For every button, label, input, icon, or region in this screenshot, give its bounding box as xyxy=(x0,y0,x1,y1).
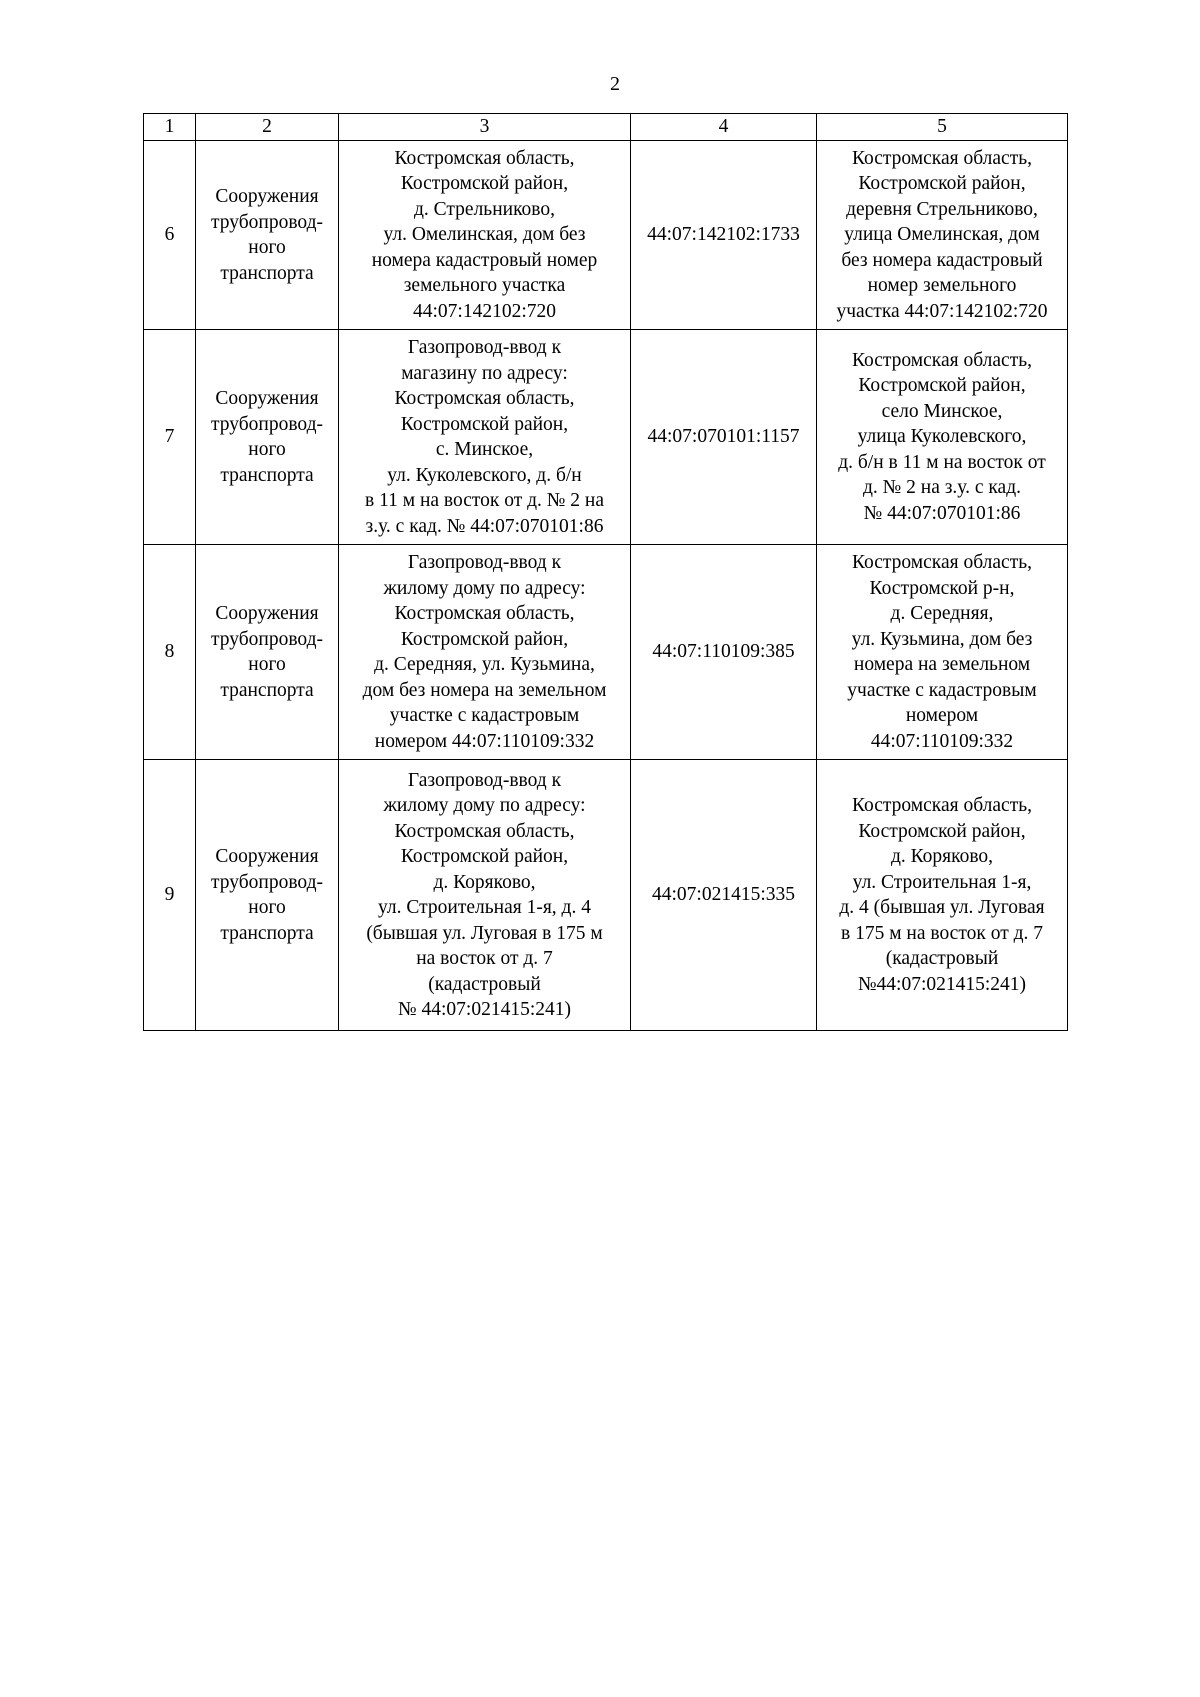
cadastral-number-cell: 44:07:070101:1157 xyxy=(631,330,817,545)
column-number-1: 1 xyxy=(144,114,196,141)
column-number-3: 3 xyxy=(339,114,631,141)
object-type-cell: Сооружения трубопровод- ного транспорта xyxy=(196,141,339,330)
table-row xyxy=(144,545,1068,760)
row-number-cell: 7 xyxy=(144,330,196,545)
column-number-4: 4 xyxy=(631,114,817,141)
cadastral-number-cell: 44:07:110109:385 xyxy=(631,545,817,760)
address-cell: Костромская область, Костромской р-н, д. Середняя, ул. Кузьмина, дом без номера на земельном участке с кадастровым номером 44:07:110109:332 xyxy=(817,545,1068,760)
object-description-cell: Газопровод-ввод к жилому дому по адресу: Костромская область, Костромской район, д. Коряково, ул. Строительная 1-я, д. 4 (бывшая ул. Луговая в 175 м на восток от д. 7 (кадастровый № 44:07:021415:241) xyxy=(339,760,631,1031)
address-cell: Костромская область, Костромской район, село Минское, улица Куколевского, д. б/н в 11 м на восток от д. № 2 на з.у. с кад. № 44:07:070101:86 xyxy=(817,330,1068,545)
table-header-row xyxy=(144,114,1068,141)
address-cell: Костромская область, Костромской район, д. Коряково, ул. Строительная 1-я, д. 4 (бывшая ул. Луговая в 175 м на восток от д. 7 (кадастровый №44:07:021415:241) xyxy=(817,760,1068,1031)
column-number-5: 5 xyxy=(817,114,1068,141)
object-description-cell: Газопровод-ввод к жилому дому по адресу: Костромская область, Костромской район, д. Середняя, ул. Кузьмина, дом без номера на земельном участке с кадастровым номером 44:07:110109:332 xyxy=(339,545,631,760)
table-row xyxy=(144,141,1068,330)
page-number: 2 xyxy=(610,73,620,95)
table-row xyxy=(144,760,1068,1031)
row-number-cell: 9 xyxy=(144,760,196,1031)
object-description-cell: Костромская область, Костромской район, д. Стрельниково, ул. Омелинская, дом без номера кадастровый номер земельного участка 44:07:142102:720 xyxy=(339,141,631,330)
row-number-cell: 6 xyxy=(144,141,196,330)
column-number-2: 2 xyxy=(196,114,339,141)
object-type-cell: Сооружения трубопровод- ного транспорта xyxy=(196,760,339,1031)
registry-table xyxy=(143,113,1068,1031)
object-type-cell: Сооружения трубопровод- ного транспорта xyxy=(196,545,339,760)
cadastral-number-cell: 44:07:142102:1733 xyxy=(631,141,817,330)
object-description-cell: Газопровод-ввод к магазину по адресу: Костромская область, Костромской район, с. Минское, ул. Куколевского, д. б/н в 11 м на восток от д. № 2 на з.у. с кад. № 44:07:070101:86 xyxy=(339,330,631,545)
row-number-cell: 8 xyxy=(144,545,196,760)
cadastral-number-cell: 44:07:021415:335 xyxy=(631,760,817,1031)
table-row xyxy=(144,330,1068,545)
address-cell: Костромская область, Костромской район, деревня Стрельниково, улица Омелинская, дом без номера кадастровый номер земельного участка 44:07:142102:720 xyxy=(817,141,1068,330)
object-type-cell: Сооружения трубопровод- ного транспорта xyxy=(196,330,339,545)
